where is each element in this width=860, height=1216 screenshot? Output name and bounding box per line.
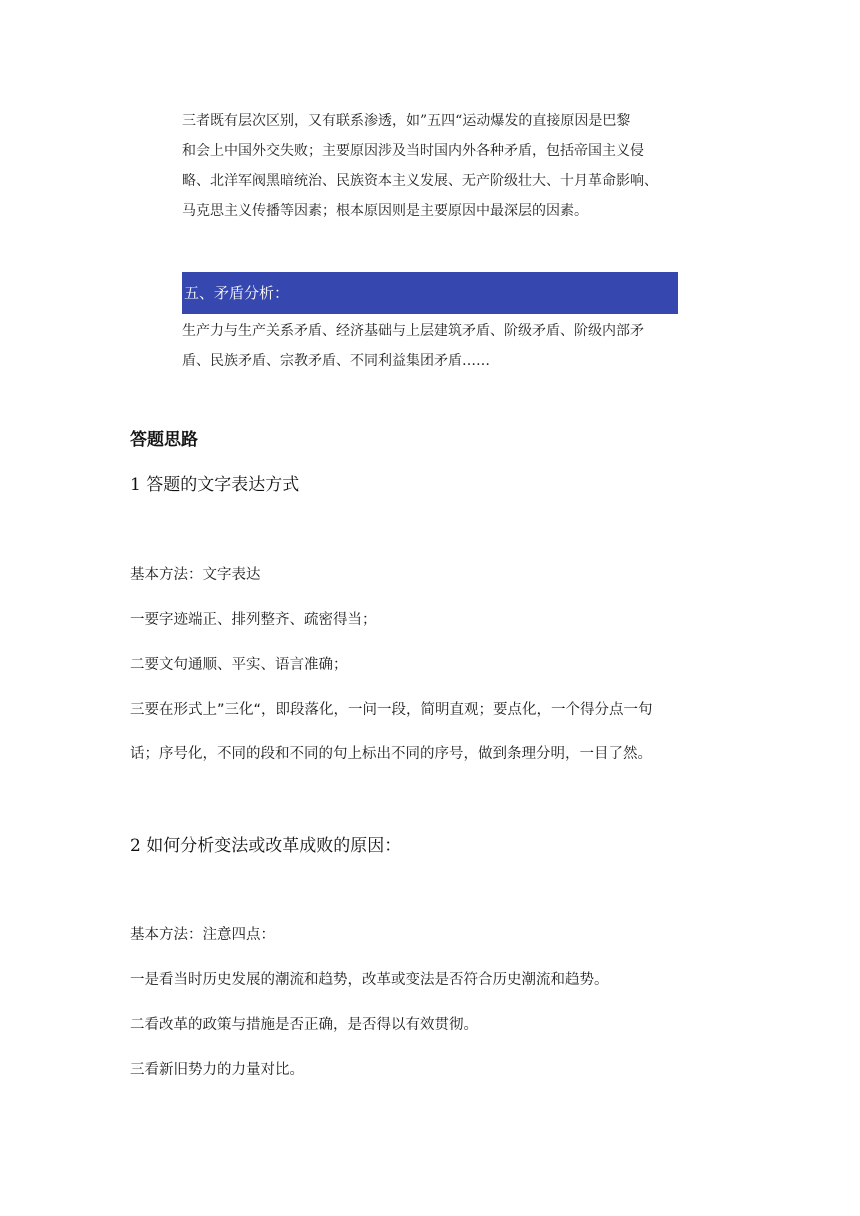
- contradiction-paragraph: [182, 316, 682, 376]
- part1-method: 基本方法：文字表达: [130, 567, 261, 583]
- intro-paragraph: [182, 106, 682, 226]
- part2-item: 一是看当时历史发展的潮流和趋势，改革或变法是否符合历史潮流和趋势。: [130, 972, 609, 988]
- part2-method: 基本方法：注意四点：: [130, 927, 275, 943]
- part1-item: 二要文句通顺、平实、语言准确；: [130, 657, 348, 673]
- part2-item: 三看新旧势力的力量对比。: [130, 1062, 304, 1078]
- section-title: 答题思路: [130, 430, 198, 450]
- contradiction-analysis-heading: 五、矛盾分析：: [182, 272, 678, 314]
- paragraph-line: 盾、民族矛盾、宗教矛盾、不同利益集团矛盾……: [182, 353, 490, 369]
- paragraph-line: 略、北洋军阀黑暗统治、民族资本主义发展、无产阶级壮大、十月革命影响、: [182, 173, 658, 189]
- paragraph-line: 和会上中国外交失败；主要原因涉及当时国内外各种矛盾，包括帝国主义侵: [182, 143, 644, 159]
- paragraph-line: 生产力与生产关系矛盾、经济基础与上层建筑矛盾、阶级矛盾、阶级内部矛: [182, 323, 644, 339]
- part2-item: 二看改革的政策与措施是否正确，是否得以有效贯彻。: [130, 1017, 478, 1033]
- paragraph-line: 三者既有层次区别，又有联系渗透，如”五四“运动爆发的直接原因是巴黎: [182, 113, 631, 129]
- part1-title: 1 答题的文字表达方式: [130, 475, 300, 495]
- part1-item: 三要在形式上”三化“，即段落化，一问一段，简明直观；要点化，一个得分点一句: [130, 702, 653, 718]
- part2-title: 2 如何分析变法或改革成败的原因：: [130, 836, 402, 856]
- part1-item: 话；序号化，不同的段和不同的句上标出不同的序号，做到条理分明，一目了然。: [130, 746, 652, 762]
- paragraph-line: 马克思主义传播等因素；根本原因则是主要原因中最深层的因素。: [182, 203, 588, 219]
- part1-item: 一要字迹端正、排列整齐、疏密得当；: [130, 612, 377, 628]
